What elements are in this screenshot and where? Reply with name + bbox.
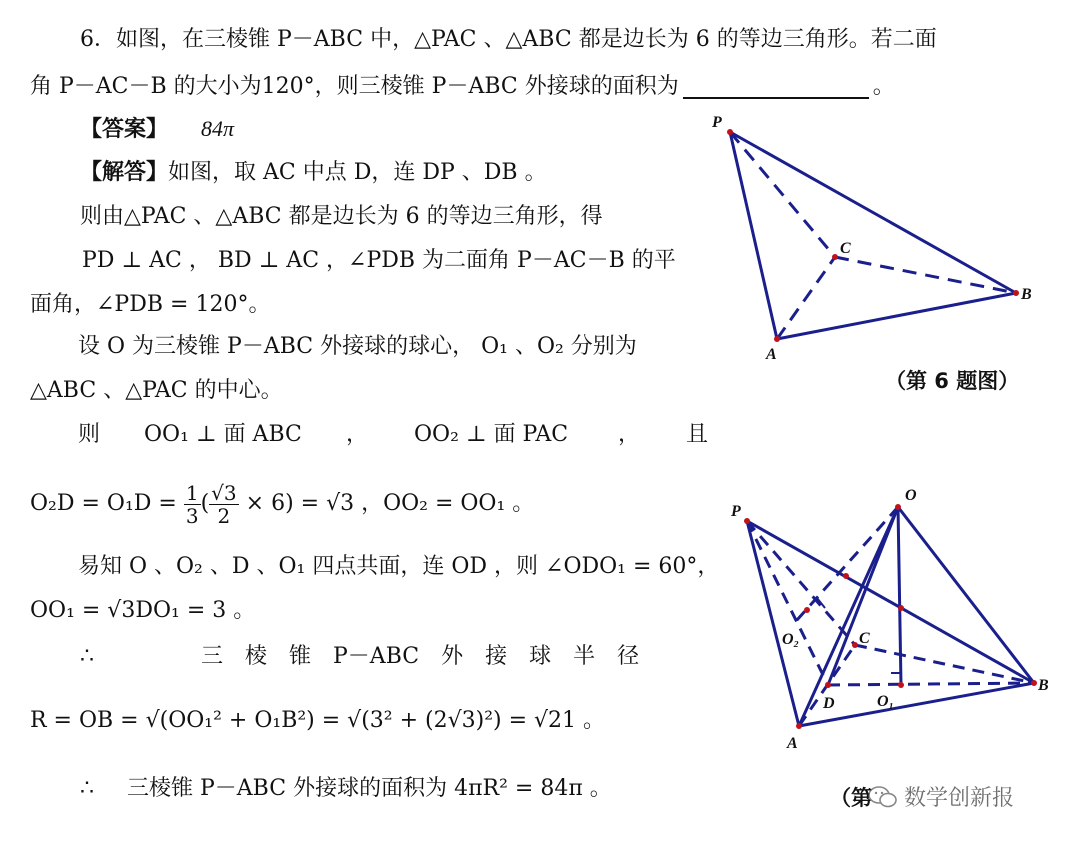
therefore-symbol-1: ∴ [80,644,94,669]
label-O2: O₂ [782,631,800,648]
edge-OO1 [898,507,901,685]
edge-PB [747,521,1034,683]
fraction-sqrt3: √3 [211,480,237,505]
point-B [1013,290,1019,296]
solution-line-1 [80,158,547,188]
fraction-numerator: 1 [185,480,199,505]
solution-l7e: ， [618,422,641,447]
label-C: C [840,240,851,257]
solution-line-3: PD ⊥ AC ， BD ⊥ AC ，∠PDB 为二面角 P－AC－B 的平 [82,248,676,273]
point-C [832,254,838,260]
figure-2-tetrahedron-with-sphere-center [725,480,1065,760]
problem-line-2 [30,72,895,102]
label-D: D [823,695,835,712]
figure-1-tetrahedron [700,105,1060,365]
solution-l8-left: O₂D = O₁D = [30,491,177,516]
solution-line-10: OO₁ = √3DO₁ = 3 。 [30,598,256,623]
solution-line-5: 设 O 为三棱锥 P－ABC 外接球的球心， O₁ 、O₂ 分别为 [78,334,637,359]
figure-2-caption: （第 [830,786,872,810]
label-A: A [787,735,798,752]
solution-line-11 [80,642,639,672]
solution-l8-tail: × 6) = √3 ，OO₂ = OO₁ 。 [245,491,535,516]
problem-line-2-end: 。 [872,74,895,99]
fraction-two: 2 [217,503,231,528]
solution-line-6: △ABC 、△PAC 的中心。 [30,378,283,403]
edge-AB [777,293,1016,339]
edge-PA [730,132,777,339]
point-D [825,682,831,688]
label-B: B [1021,286,1032,303]
solution-l11-text: 三 棱 锥 P－ABC 外 接 球 半 径 [201,644,640,669]
point-intersection-1 [843,573,849,579]
watermark [868,781,1014,812]
point-intersection-2 [898,605,904,611]
solution-line-4: 面角，∠PDB = 120°。 [30,292,271,317]
solution-line-12: R = OB = √(OO₁² + O₁B²) = √(3² + (2√3)²) = √21 。 [30,708,606,733]
label-A: A [766,346,777,363]
fraction-denominator: 3 [185,503,199,528]
label-P: P [712,114,722,131]
edge-OO2 [797,507,898,620]
point-O [895,504,901,510]
point-A [796,723,802,729]
edge-AC [777,257,835,339]
label-O1: O₁ [877,693,895,710]
edge-CB [835,257,1016,293]
edge-PB [730,132,1016,293]
point-P [727,129,733,135]
fraction-sqrt3-over-2 [209,482,238,527]
label-O: O [905,487,917,504]
answer-label: 【答案】 [80,117,169,142]
solution-line-2: 则由△PAC 、△ABC 都是边长为 6 的等边三角形，得 [80,204,603,229]
watermark-text: 数学创新报 [904,786,1015,811]
point-O1 [898,682,904,688]
solution-l7d: OO₂ ⊥ 面 PAC [414,422,569,447]
edge-OD [828,507,898,685]
solution-l7a: 则 [78,422,101,447]
edge-PD [747,521,828,685]
label-B: B [1038,677,1049,694]
point-O2 [804,607,810,613]
therefore-symbol-2: ∴ [80,776,94,801]
solution-l8-open: ( [200,491,210,516]
problem-line-1: 6．如图，在三棱锥 P－ABC 中，△PAC 、△ABC 都是边长为 6 的等边三角形。若二面 [80,27,937,52]
edge-PC [730,132,835,257]
answer-blank [683,75,869,99]
fraction-one-third [184,482,201,527]
wechat-icon [868,784,898,810]
point-P [744,518,750,524]
answer-line [80,114,234,145]
edge-DB [828,683,1034,685]
label-C: C [859,630,870,647]
point-C [852,642,858,648]
point-B [1031,680,1037,686]
solution-label: 【解答】 [80,160,169,185]
solution-line-13 [80,774,612,804]
solution-line-8 [30,474,534,534]
solution-l7f: 且 [686,422,709,447]
point-A [774,336,780,342]
solution-l13-text: 三棱锥 P－ABC 外接球的面积为 4πR² = 84π 。 [127,776,612,801]
solution-l7c: ， [346,422,369,447]
label-P: P [731,503,741,520]
figure-1-caption: （第 6 题图） [885,369,1020,393]
solution-line-9: 易知 O 、O₂ 、D 、O₁ 四点共面，连 OD ，则 ∠ODO₁ = 60°， [78,554,720,579]
answer-value: 84π [201,116,235,141]
solution-l7b: OO₁ ⊥ 面 ABC [144,422,302,447]
problem-line-2-text: 角 P－AC－B 的大小为120°，则三棱锥 P－ABC 外接球的面积为 [30,74,679,99]
solution-l1: 如图，取 AC 中点 D，连 DP 、DB 。 [168,160,547,185]
edge-OB [898,507,1034,683]
